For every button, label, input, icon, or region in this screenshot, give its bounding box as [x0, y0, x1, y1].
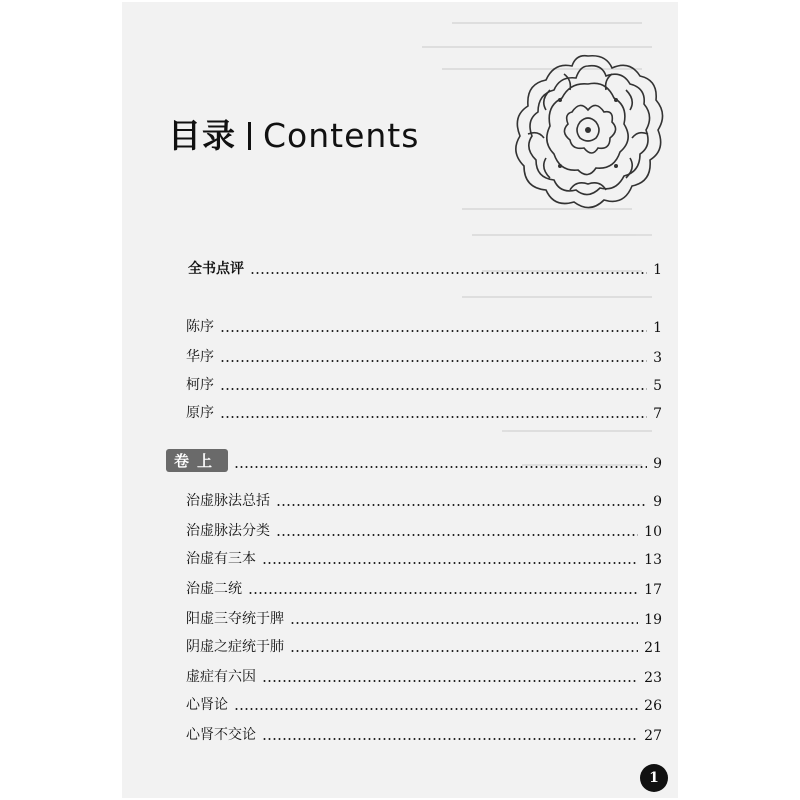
toc-entry-page: 27	[644, 728, 662, 744]
toc-entry-chapter[interactable]	[186, 518, 662, 540]
toc-entry-chapter[interactable]	[186, 692, 662, 714]
toc-entry-preface[interactable]	[186, 314, 662, 336]
toc-entry-label: 全书点评	[188, 261, 244, 277]
toc-entry-label: 治虚脉法分类	[186, 523, 270, 539]
toc-entry-chapter[interactable]	[186, 606, 662, 628]
toc-entry-overview[interactable]	[188, 256, 662, 278]
dot-leader	[220, 360, 647, 362]
book-page	[122, 2, 678, 798]
toc-entry-page: 10	[644, 524, 662, 540]
dot-leader	[276, 534, 638, 536]
toc-entry-label: 阴虚之症统于肺	[186, 639, 284, 655]
toc-entry-label: 华序	[186, 349, 214, 365]
dot-leader	[262, 680, 638, 682]
toc-entry-label: 治虚脉法总括	[186, 493, 270, 509]
dot-leader	[234, 466, 647, 468]
toc-entry-label: 柯序	[186, 377, 214, 393]
dot-leader	[276, 504, 647, 506]
toc-entry-page: 19	[644, 612, 662, 628]
toc-entry-chapter[interactable]	[186, 488, 662, 510]
toc-entry-label: 陈序	[186, 319, 214, 335]
toc-entry-label: 治虚有三本	[186, 551, 256, 567]
dot-leader	[290, 650, 638, 652]
toc-entry-page: 17	[644, 582, 662, 598]
toc-entry-page: 26	[644, 698, 662, 714]
toc-entry-chapter[interactable]	[186, 576, 662, 598]
toc-entry-page: 23	[644, 670, 662, 686]
section-badge: 卷上	[166, 449, 228, 472]
title-english: Contents	[263, 116, 420, 155]
toc-entry-label: 心肾不交论	[186, 727, 256, 743]
toc-entry-page: 1	[653, 262, 662, 278]
dot-leader	[220, 416, 647, 418]
toc-entry-label: 虚症有六因	[186, 669, 256, 685]
dot-leader	[234, 708, 638, 710]
toc-entry-page: 1	[653, 320, 662, 336]
floral-medallion-icon	[510, 50, 666, 218]
toc-entry-preface[interactable]	[186, 344, 662, 366]
dot-leader	[248, 592, 638, 594]
toc-entry-page: 21	[644, 640, 662, 656]
toc-entry-preface[interactable]	[186, 372, 662, 394]
page-number-badge: 1	[640, 764, 668, 792]
toc-entry-preface[interactable]	[186, 400, 662, 422]
toc-entry-page: 9	[653, 456, 662, 472]
toc-entry-label: 原序	[186, 405, 214, 421]
toc-entry-label: 阳虚三夺统于脾	[186, 611, 284, 627]
dot-leader	[220, 330, 647, 332]
toc-entry-chapter[interactable]	[186, 722, 662, 744]
page-title	[168, 110, 419, 157]
toc-entry-chapter[interactable]	[186, 634, 662, 656]
toc-entry-page: 5	[653, 378, 662, 394]
toc-entry-label: 心肾论	[186, 697, 228, 713]
toc-section-volume[interactable]	[166, 448, 662, 472]
dot-leader	[290, 622, 638, 624]
toc-entry-chapter[interactable]	[186, 664, 662, 686]
toc-entry-page: 3	[653, 350, 662, 366]
toc-entry-page: 13	[644, 552, 662, 568]
toc-entry-label: 治虚二统	[186, 581, 242, 597]
dot-leader	[220, 388, 647, 390]
toc-entry-chapter[interactable]	[186, 546, 662, 568]
dot-leader	[262, 562, 638, 564]
toc-entry-page: 9	[653, 494, 662, 510]
dot-leader	[250, 272, 647, 274]
title-chinese: 目录	[168, 116, 236, 155]
dot-leader	[262, 738, 638, 740]
title-separator	[248, 122, 251, 150]
toc-entry-page: 7	[653, 406, 662, 422]
